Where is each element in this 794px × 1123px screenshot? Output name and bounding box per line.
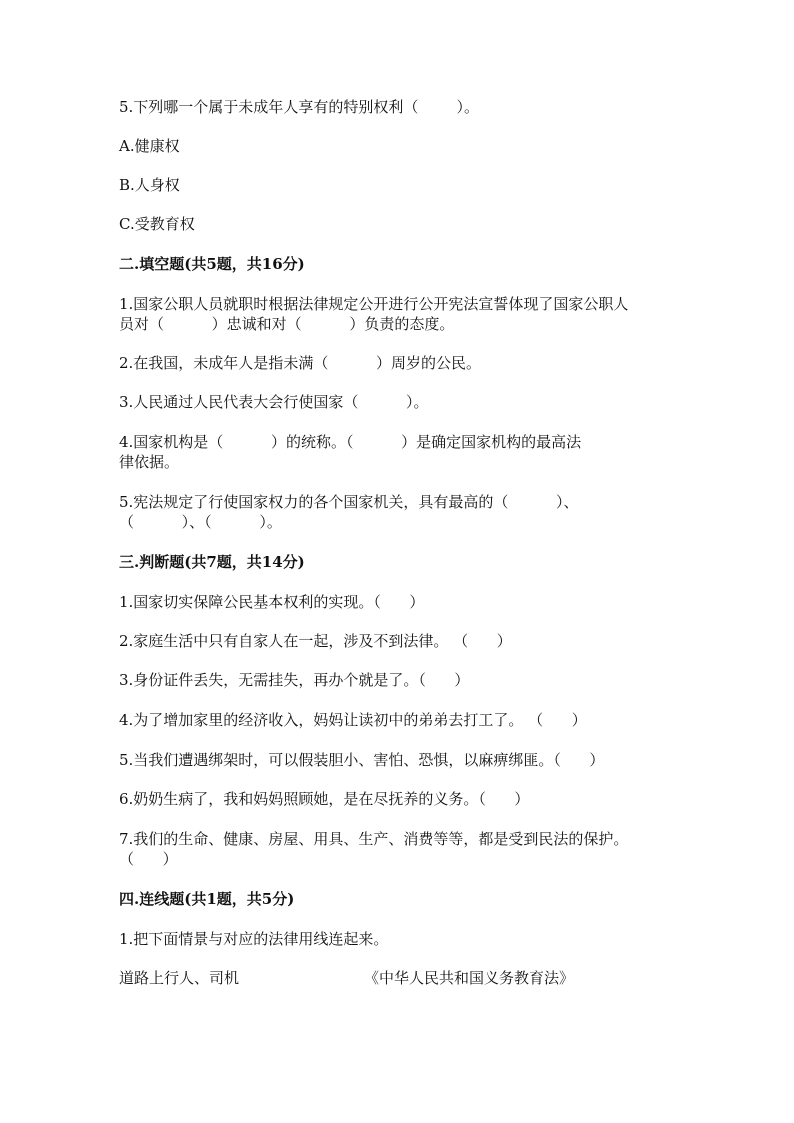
judge-item-2: 2.家庭生活中只有自家人在一起，涉及不到法律。 （ ） xyxy=(119,632,512,650)
judge-item-5: 5.当我们遭遇绑架时，可以假装胆小、害怕、恐惧，以麻痹绑匪。（ ） xyxy=(119,751,605,769)
fill-item-1-line-1: 1.国家公职人员就职时根据法律规定公开进行公开宪法宣誓体现了国家公职人 xyxy=(119,295,629,313)
fill-item-4-line-2: 律依据。 xyxy=(119,453,180,471)
question-stem: 5.下列哪一个属于未成年人享有的特别权利（ ）。 xyxy=(119,98,479,116)
option-c: C.受教育权 xyxy=(119,215,195,233)
judge-item-7-line-1: 7.我们的生命、健康、房屋、用具、生产、消费等等，都是受到民法的保护。 xyxy=(119,830,629,848)
fill-item-3: 3.人民通过人民代表大会行使国家（ ）。 xyxy=(119,393,429,411)
judge-item-6: 6.奶奶生病了，我和妈妈照顾她，是在尽抚养的义务。（ ） xyxy=(119,790,530,808)
match-right-item: 《中华人民共和国义务教育法》 xyxy=(364,969,575,987)
judge-item-7-line-2: （ ） xyxy=(119,850,178,868)
judge-item-1: 1.国家切实保障公民基本权利的实现。（ ） xyxy=(119,593,425,611)
option-b: B.人身权 xyxy=(119,176,180,194)
fill-item-5-line-2: （ ）、（ ）。 xyxy=(119,513,282,531)
section-title-match: 四.连线题(共1题，共5分) xyxy=(119,890,295,908)
match-instruction: 1.把下面情景与对应的法律用线连起来。 xyxy=(119,930,389,948)
section-title-judge: 三.判断题(共7题，共14分) xyxy=(119,553,305,571)
option-a: A.健康权 xyxy=(119,137,180,155)
match-left-item: 道路上行人、司机 xyxy=(119,969,240,987)
judge-item-3: 3.身份证件丢失，无需挂失，再办个就是了。（ ） xyxy=(119,671,470,689)
fill-item-2: 2.在我国，未成年人是指未满（ ）周岁的公民。 xyxy=(119,354,481,372)
fill-item-4-line-1: 4.国家机构是（ ）的统称。（ ）是确定国家机构的最高法 xyxy=(119,433,582,451)
section-title-fill: 二.填空题(共5题，共16分) xyxy=(119,255,305,273)
judge-item-4: 4.为了增加家里的经济收入，妈妈让读初中的弟弟去打工了。 （ ） xyxy=(119,711,587,729)
fill-item-5-line-1: 5.宪法规定了行使国家权力的各个国家机关，具有最高的（ ）、 xyxy=(119,493,579,511)
fill-item-1-line-2: 员对（ ）忠诚和对（ ）负责的态度。 xyxy=(119,315,455,333)
